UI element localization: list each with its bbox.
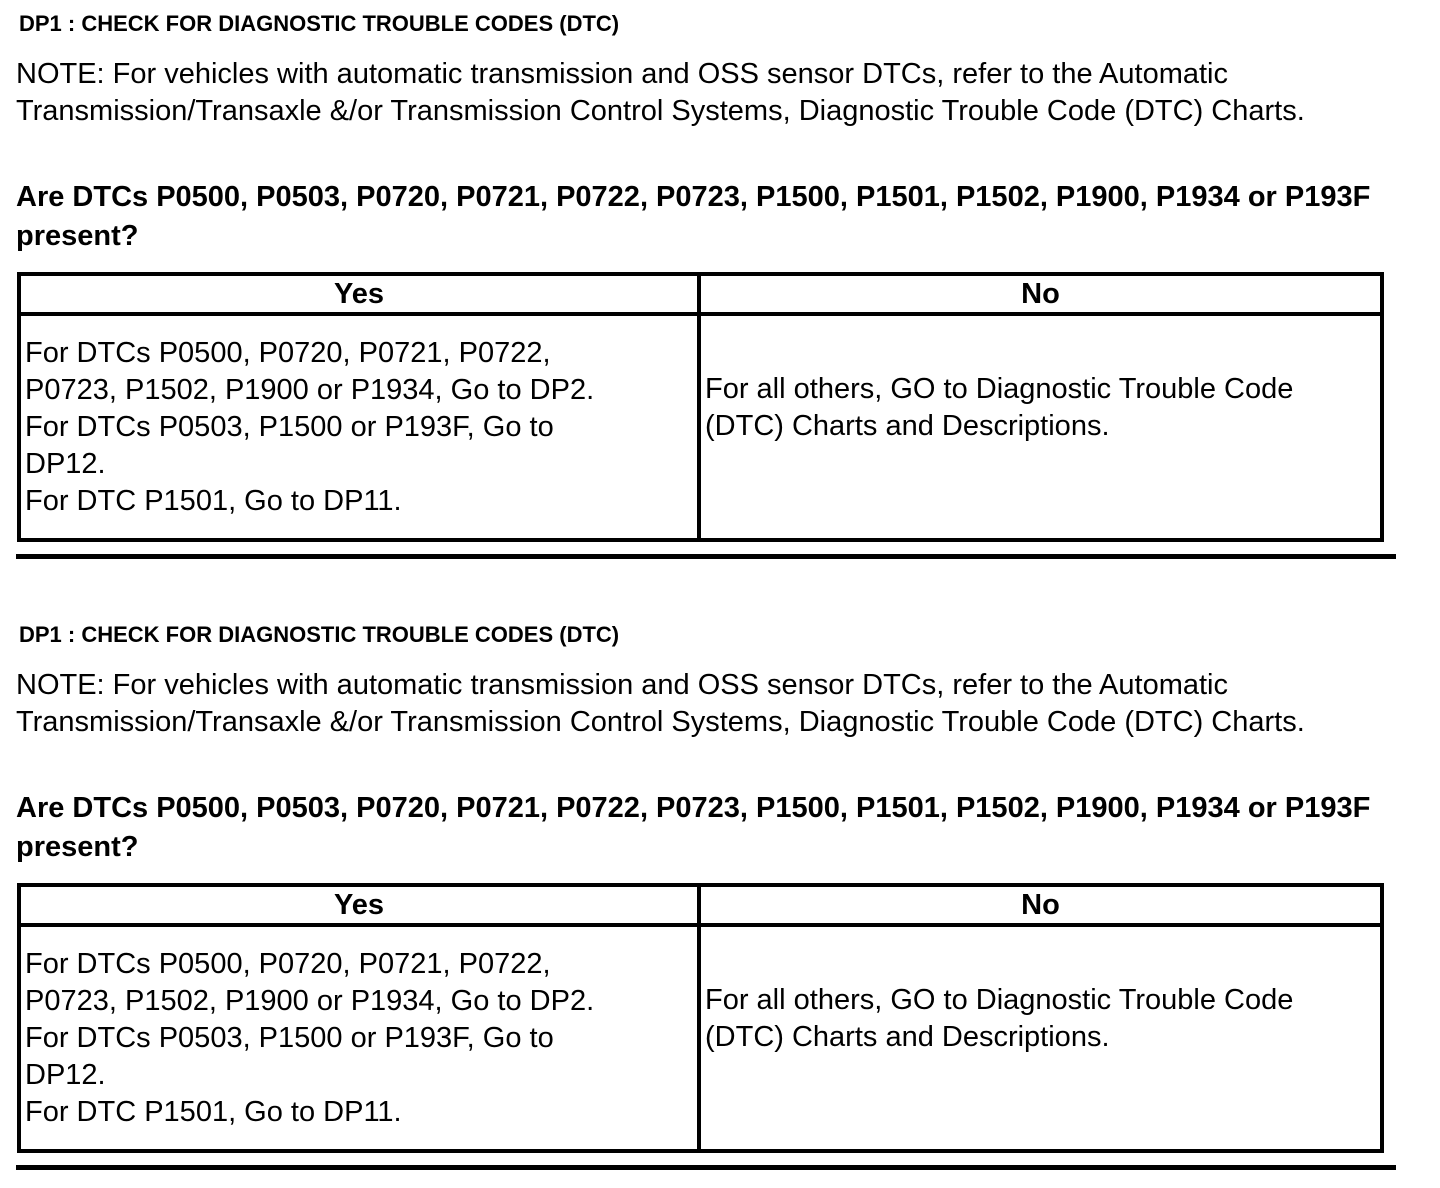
yes-cell bbox=[19, 925, 699, 1151]
no-line: (DTC) Charts and Descriptions. bbox=[705, 410, 1110, 442]
no-header: No bbox=[699, 274, 1382, 314]
yes-line: P0723, P1502, P1900 or P1934, Go to DP2. bbox=[25, 984, 595, 1017]
note-text: NOTE: For vehicles with automatic transmission and OSS sensor DTCs, refer to the Automatic Transmission/Transaxle &/or Transmission Control Systems, Diagnostic Trouble Code (DTC) Charts. bbox=[16, 58, 1305, 127]
table-header-row bbox=[19, 885, 1382, 925]
yes-header: Yes bbox=[19, 274, 699, 314]
no-cell bbox=[699, 314, 1382, 540]
decision-table bbox=[17, 883, 1384, 1153]
yes-line: For DTCs P0500, P0720, P0721, P0722, bbox=[25, 336, 551, 369]
question-text: Are DTCs P0500, P0503, P0720, P0721, P0722, P0723, P1500, P1501, P1502, P1900, P1934 or P193F present? bbox=[16, 792, 1371, 863]
yes-line: For DTCs P0503, P1500 or P193F, Go to bbox=[25, 410, 554, 443]
section-title: DP1 : CHECK FOR DIAGNOSTIC TROUBLE CODES (DTC) bbox=[19, 622, 620, 647]
yes-line: DP12. bbox=[25, 1058, 106, 1091]
section-divider bbox=[16, 554, 1396, 559]
yes-line: For DTC P1501, Go to DP11. bbox=[25, 1095, 402, 1128]
yes-line: For DTCs P0503, P1500 or P193F, Go to bbox=[25, 1021, 554, 1054]
no-cell bbox=[699, 925, 1382, 1151]
table-header-row bbox=[19, 274, 1382, 314]
table-row bbox=[19, 314, 1382, 540]
no-line: For all others, GO to Diagnostic Trouble Code bbox=[705, 373, 1294, 405]
decision-table bbox=[17, 272, 1384, 542]
section-title: DP1 : CHECK FOR DIAGNOSTIC TROUBLE CODES (DTC) bbox=[19, 11, 620, 36]
yes-line: P0723, P1502, P1900 or P1934, Go to DP2. bbox=[25, 373, 595, 406]
yes-line: For DTCs P0500, P0720, P0721, P0722, bbox=[25, 947, 551, 980]
yes-cell bbox=[19, 314, 699, 540]
yes-header: Yes bbox=[19, 885, 699, 925]
table-row bbox=[19, 925, 1382, 1151]
yes-line: DP12. bbox=[25, 447, 106, 480]
yes-line: For DTC P1501, Go to DP11. bbox=[25, 484, 402, 517]
question-text: Are DTCs P0500, P0503, P0720, P0721, P0722, P0723, P1500, P1501, P1502, P1900, P1934 or P193F present? bbox=[16, 181, 1371, 252]
no-header: No bbox=[699, 885, 1382, 925]
section-divider bbox=[16, 1165, 1396, 1170]
note-text: NOTE: For vehicles with automatic transmission and OSS sensor DTCs, refer to the Automatic Transmission/Transaxle &/or Transmission Control Systems, Diagnostic Trouble Code (DTC) Charts. bbox=[16, 669, 1305, 738]
no-line: (DTC) Charts and Descriptions. bbox=[705, 1021, 1110, 1053]
no-line: For all others, GO to Diagnostic Trouble Code bbox=[705, 984, 1294, 1016]
